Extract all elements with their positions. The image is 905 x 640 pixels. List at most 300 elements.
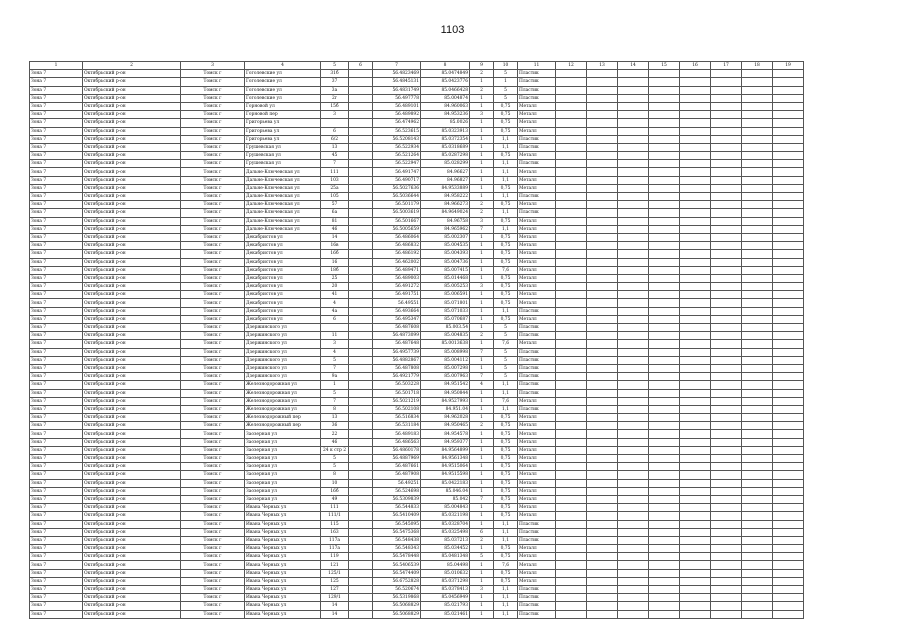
table-cell: 0,75 xyxy=(494,512,518,520)
table-cell: 1 xyxy=(470,102,494,110)
table-cell xyxy=(711,193,742,201)
table-cell: 1,1 xyxy=(494,610,518,618)
table-cell xyxy=(649,160,680,168)
table-cell: Томск г xyxy=(181,504,245,512)
table-cell xyxy=(711,209,742,217)
table-cell xyxy=(773,315,804,323)
table-cell: Пластик xyxy=(518,594,556,602)
table-cell: Металл xyxy=(518,438,556,446)
table-cell xyxy=(349,536,373,544)
table-cell xyxy=(349,315,373,323)
table-cell: 0,75 xyxy=(494,463,518,471)
table-cell: 163 xyxy=(321,528,349,536)
table-cell: Октябрьский р-он xyxy=(83,291,181,299)
table-cell xyxy=(587,86,618,94)
table-cell: Октябрьский р-он xyxy=(83,111,181,119)
table-cell: 1 xyxy=(470,405,494,413)
table-cell: Томск г xyxy=(181,389,245,397)
table-cell xyxy=(587,586,618,594)
table-cell xyxy=(649,225,680,233)
table-cell xyxy=(711,586,742,594)
table-cell xyxy=(349,414,373,422)
table-cell: Дальне-Ключевская ул xyxy=(245,176,321,184)
table-cell: Томск г xyxy=(181,397,245,405)
table-cell: 56.501667 xyxy=(373,217,421,225)
column-number-cell: 2 xyxy=(83,62,181,70)
table-cell xyxy=(618,307,649,315)
table-cell xyxy=(556,438,587,446)
table-cell xyxy=(649,94,680,102)
table-cell xyxy=(587,520,618,528)
table-cell xyxy=(773,414,804,422)
table-cell xyxy=(618,504,649,512)
table-cell: Октябрьский р-он xyxy=(83,512,181,520)
table-cell xyxy=(680,463,711,471)
table-cell: 56.486832 xyxy=(373,242,421,250)
table-cell xyxy=(349,364,373,372)
table-cell xyxy=(711,332,742,340)
table-cell: 115 xyxy=(321,520,349,528)
table-cell xyxy=(711,594,742,602)
table-cell xyxy=(680,455,711,463)
table-cell: 84.958222 xyxy=(421,193,470,201)
table-cell: Пластик xyxy=(518,348,556,356)
table-cell xyxy=(711,520,742,528)
table-cell: Октябрьский р-он xyxy=(83,127,181,135)
table-cell xyxy=(349,373,373,381)
table-cell: Октябрьский р-он xyxy=(83,242,181,250)
table-cell xyxy=(680,479,711,487)
table-cell: Железнодорожная ул xyxy=(245,381,321,389)
table-cell: Зона 7 xyxy=(30,602,83,610)
table-cell xyxy=(349,70,373,78)
table-cell xyxy=(349,184,373,192)
table-cell xyxy=(618,577,649,585)
table-cell: 1 xyxy=(470,471,494,479)
table-cell: 1 xyxy=(470,242,494,250)
table-row xyxy=(30,430,804,438)
table-cell: Октябрьский р-он xyxy=(83,594,181,602)
table-cell xyxy=(618,373,649,381)
table-cell xyxy=(649,168,680,176)
table-cell xyxy=(649,414,680,422)
table-cell: Томск г xyxy=(181,545,245,553)
table-cell: 85.037213 xyxy=(421,536,470,544)
table-cell: Ивана Черных ул xyxy=(245,545,321,553)
table-cell xyxy=(680,86,711,94)
table-cell: Октябрьский р-он xyxy=(83,201,181,209)
table-cell: Зона 7 xyxy=(30,364,83,372)
table-cell xyxy=(618,463,649,471)
table-cell: Металл xyxy=(518,233,556,241)
table-cell: Октябрьский р-он xyxy=(83,602,181,610)
table-cell xyxy=(556,283,587,291)
table-row xyxy=(30,405,804,413)
table-cell: 85.0013638 xyxy=(421,340,470,348)
table-cell xyxy=(680,233,711,241)
table-cell: Зона 7 xyxy=(30,422,83,430)
table-cell: 37 xyxy=(321,78,349,86)
table-cell: Металл xyxy=(518,201,556,209)
table-cell xyxy=(618,135,649,143)
table-cell xyxy=(618,397,649,405)
table-cell: 56.491751 xyxy=(373,291,421,299)
table-cell: Ивана Черных ул xyxy=(245,536,321,544)
table-cell: 3 xyxy=(470,586,494,594)
table-cell xyxy=(711,545,742,553)
table-cell xyxy=(556,119,587,127)
table-cell xyxy=(711,577,742,585)
table-row xyxy=(30,315,804,323)
table-cell: Октябрьский р-он xyxy=(83,381,181,389)
table-row xyxy=(30,168,804,176)
table-cell xyxy=(711,217,742,225)
table-cell: 0,75 xyxy=(494,250,518,258)
table-cell: Декабристов ул xyxy=(245,283,321,291)
table-cell xyxy=(556,266,587,274)
table-row xyxy=(30,332,804,340)
table-cell: Дзержинского ул xyxy=(245,340,321,348)
table-cell: Октябрьский р-он xyxy=(83,209,181,217)
table-cell: 56.5005659 xyxy=(373,225,421,233)
table-cell: Заозерная ул xyxy=(245,495,321,503)
table-cell: Зона 7 xyxy=(30,266,83,274)
table-cell xyxy=(649,233,680,241)
table-cell: 85.007298 xyxy=(421,364,470,372)
table-cell xyxy=(587,78,618,86)
table-cell xyxy=(680,152,711,160)
table-cell xyxy=(680,209,711,217)
table-cell: 56.4831749 xyxy=(373,86,421,94)
table-cell xyxy=(556,70,587,78)
table-cell xyxy=(587,242,618,250)
table-cell xyxy=(711,86,742,94)
table-cell: 14 xyxy=(321,233,349,241)
table-cell xyxy=(773,561,804,569)
table-cell: 56.489471 xyxy=(373,266,421,274)
table-cell xyxy=(742,233,773,241)
table-cell xyxy=(349,274,373,282)
table-cell: 8 xyxy=(321,471,349,479)
table-cell xyxy=(711,340,742,348)
table-cell xyxy=(773,348,804,356)
table-cell xyxy=(321,119,349,127)
table-cell xyxy=(349,135,373,143)
table-cell xyxy=(680,586,711,594)
table-cell xyxy=(680,561,711,569)
table-cell: 1 xyxy=(470,266,494,274)
table-cell xyxy=(556,430,587,438)
table-cell xyxy=(556,225,587,233)
table-cell xyxy=(349,438,373,446)
table-cell: Зона 7 xyxy=(30,135,83,143)
table-cell xyxy=(649,209,680,217)
table-cell xyxy=(711,168,742,176)
table-cell xyxy=(773,438,804,446)
table-cell xyxy=(773,143,804,151)
table-cell: Томск г xyxy=(181,471,245,479)
table-cell: Томск г xyxy=(181,414,245,422)
table-cell xyxy=(618,217,649,225)
table-row xyxy=(30,127,804,135)
table-cell xyxy=(711,528,742,536)
table-cell: 81 xyxy=(321,217,349,225)
table-cell xyxy=(649,561,680,569)
table-cell: 0,75 xyxy=(494,487,518,495)
table-cell: 56.548438 xyxy=(373,536,421,544)
table-cell xyxy=(349,471,373,479)
table-cell xyxy=(556,397,587,405)
table-cell xyxy=(649,78,680,86)
table-cell: 84.9561348 xyxy=(421,455,470,463)
table-cell xyxy=(556,176,587,184)
table-cell: 85.0287298 xyxy=(421,152,470,160)
table-cell xyxy=(587,414,618,422)
table-cell xyxy=(587,291,618,299)
table-cell: 49 xyxy=(321,495,349,503)
table-cell xyxy=(349,389,373,397)
table-cell: Зона 7 xyxy=(30,111,83,119)
table-row xyxy=(30,340,804,348)
table-cell xyxy=(649,307,680,315)
table-cell xyxy=(680,70,711,78)
table-cell xyxy=(711,111,742,119)
table-cell xyxy=(556,217,587,225)
table-cell: 56.548343 xyxy=(373,545,421,553)
table-cell: Зона 7 xyxy=(30,512,83,520)
table-cell xyxy=(618,455,649,463)
table-cell: Зона 7 xyxy=(30,586,83,594)
table-cell xyxy=(649,536,680,544)
table-row xyxy=(30,143,804,151)
table-cell: Октябрьский р-он xyxy=(83,504,181,512)
table-cell: Зона 7 xyxy=(30,495,83,503)
table-cell: Зона 7 xyxy=(30,291,83,299)
table-cell xyxy=(556,495,587,503)
table-cell: 3а xyxy=(321,86,349,94)
table-cell: 16б xyxy=(321,250,349,258)
table-cell xyxy=(680,111,711,119)
table-cell: 85.0323913 xyxy=(421,127,470,135)
table-cell xyxy=(742,586,773,594)
table-cell xyxy=(349,266,373,274)
table-cell xyxy=(773,545,804,553)
table-row xyxy=(30,299,804,307)
table-cell xyxy=(742,381,773,389)
table-cell: 85.0466428 xyxy=(421,86,470,94)
table-cell: Октябрьский р-он xyxy=(83,78,181,86)
table-cell xyxy=(349,233,373,241)
table-cell: 1,1 xyxy=(494,168,518,176)
table-cell: 0,75 xyxy=(494,242,518,250)
table-cell xyxy=(618,594,649,602)
table-cell xyxy=(649,577,680,585)
table-cell xyxy=(742,471,773,479)
table-cell xyxy=(349,381,373,389)
table-cell xyxy=(556,86,587,94)
table-row xyxy=(30,266,804,274)
table-row xyxy=(30,586,804,594)
table-cell xyxy=(587,70,618,78)
table-cell: Томск г xyxy=(181,381,245,389)
table-cell: Зона 7 xyxy=(30,430,83,438)
table-cell: Томск г xyxy=(181,561,245,569)
table-cell xyxy=(556,520,587,528)
table-cell xyxy=(649,495,680,503)
table-cell: Томск г xyxy=(181,422,245,430)
column-number-cell: 14 xyxy=(618,62,649,70)
table-cell: 85.070687 xyxy=(421,315,470,323)
table-cell xyxy=(587,430,618,438)
table-row xyxy=(30,610,804,618)
table-cell xyxy=(556,389,587,397)
table-cell: Металл xyxy=(518,463,556,471)
table-cell: 5 xyxy=(494,86,518,94)
table-cell: 1 xyxy=(470,152,494,160)
table-cell: 1 xyxy=(470,414,494,422)
table-row xyxy=(30,504,804,512)
table-cell xyxy=(587,135,618,143)
table-cell xyxy=(556,193,587,201)
table-cell: Металл xyxy=(518,479,556,487)
table-cell: 85.0325498 xyxy=(421,528,470,536)
table-cell xyxy=(649,324,680,332)
table-cell: 111 xyxy=(321,168,349,176)
table-cell: 85.004535 xyxy=(421,242,470,250)
table-cell: 0,75 xyxy=(494,127,518,135)
table-cell: 1,1 xyxy=(494,193,518,201)
table-cell: 20 xyxy=(321,283,349,291)
table-cell xyxy=(773,94,804,102)
table-cell xyxy=(711,463,742,471)
table-row xyxy=(30,291,804,299)
table-cell: Октябрьский р-он xyxy=(83,324,181,332)
table-cell: Пластик xyxy=(518,193,556,201)
table-cell xyxy=(649,356,680,364)
table-cell xyxy=(349,324,373,332)
table-cell: Томск г xyxy=(181,111,245,119)
table-cell: Октябрьский р-он xyxy=(83,299,181,307)
table-cell: 7 xyxy=(470,495,494,503)
table-cell: Пластик xyxy=(518,586,556,594)
table-cell xyxy=(349,299,373,307)
table-cell xyxy=(773,168,804,176)
table-cell: Томск г xyxy=(181,602,245,610)
table-cell: Октябрьский р-он xyxy=(83,94,181,102)
table-cell xyxy=(556,348,587,356)
table-cell xyxy=(587,184,618,192)
table-cell xyxy=(773,373,804,381)
table-row xyxy=(30,487,804,495)
table-cell: 56.462002 xyxy=(373,258,421,266)
table-cell: 84.96627 xyxy=(421,168,470,176)
table-cell: Пластик xyxy=(518,143,556,151)
table-cell xyxy=(680,602,711,610)
table-cell xyxy=(742,160,773,168)
table-cell: 56.5406539 xyxy=(373,561,421,569)
table-cell xyxy=(680,176,711,184)
table-cell: Металл xyxy=(518,250,556,258)
table-cell: 1,1 xyxy=(494,520,518,528)
table-cell xyxy=(680,348,711,356)
table-cell xyxy=(618,381,649,389)
table-cell: 56.4882867 xyxy=(373,356,421,364)
table-cell: 56.4887969 xyxy=(373,455,421,463)
table-cell: 9а xyxy=(321,373,349,381)
table-cell: 56.531184 xyxy=(373,422,421,430)
table-cell: 84.950844 xyxy=(421,389,470,397)
table-cell xyxy=(587,479,618,487)
table-cell xyxy=(618,471,649,479)
table-cell xyxy=(618,536,649,544)
table-cell: Томск г xyxy=(181,373,245,381)
table-cell xyxy=(556,586,587,594)
table-cell: Октябрьский р-он xyxy=(83,430,181,438)
table-cell xyxy=(349,127,373,135)
table-cell xyxy=(618,299,649,307)
table-cell: 56.545095 xyxy=(373,520,421,528)
table-cell: 5 xyxy=(321,463,349,471)
table-cell xyxy=(742,602,773,610)
table-cell xyxy=(618,348,649,356)
table-cell xyxy=(680,315,711,323)
table-cell: 85.004112 xyxy=(421,356,470,364)
table-cell: Пластик xyxy=(518,209,556,217)
table-cell: Металл xyxy=(518,340,556,348)
table-cell xyxy=(711,602,742,610)
table-cell xyxy=(618,283,649,291)
table-cell xyxy=(349,291,373,299)
table-cell xyxy=(587,168,618,176)
table-cell xyxy=(680,610,711,618)
table-cell: 1 xyxy=(470,356,494,364)
table-cell xyxy=(587,438,618,446)
table-cell: 1 xyxy=(470,119,494,127)
table-cell xyxy=(711,160,742,168)
table-cell: 56.5003619 xyxy=(373,209,421,217)
table-cell: 1 xyxy=(470,274,494,282)
table-cell: Томск г xyxy=(181,594,245,602)
table-cell xyxy=(587,504,618,512)
table-cell xyxy=(773,463,804,471)
table-cell: 1 xyxy=(470,397,494,405)
table-cell: 13 xyxy=(321,414,349,422)
table-cell: 85.0328704 xyxy=(421,520,470,528)
table-cell xyxy=(587,201,618,209)
table-cell xyxy=(711,283,742,291)
table-cell xyxy=(349,356,373,364)
table-cell xyxy=(649,381,680,389)
table-cell: Григорьева ул xyxy=(245,127,321,135)
table-cell xyxy=(742,594,773,602)
table-cell xyxy=(556,299,587,307)
table-cell: 1 xyxy=(470,233,494,241)
table-cell xyxy=(680,389,711,397)
table-cell: 85.004874 xyxy=(421,94,470,102)
table-cell xyxy=(742,389,773,397)
table-cell: Октябрьский р-он xyxy=(83,86,181,94)
table-cell xyxy=(649,299,680,307)
table-cell xyxy=(742,577,773,585)
table-row xyxy=(30,397,804,405)
table-cell xyxy=(618,545,649,553)
table-cell: Томск г xyxy=(181,553,245,561)
table-cell xyxy=(680,102,711,110)
table-cell xyxy=(742,283,773,291)
table-cell xyxy=(587,348,618,356)
header-row xyxy=(30,62,804,70)
table-cell: Горновой ул xyxy=(245,102,321,110)
